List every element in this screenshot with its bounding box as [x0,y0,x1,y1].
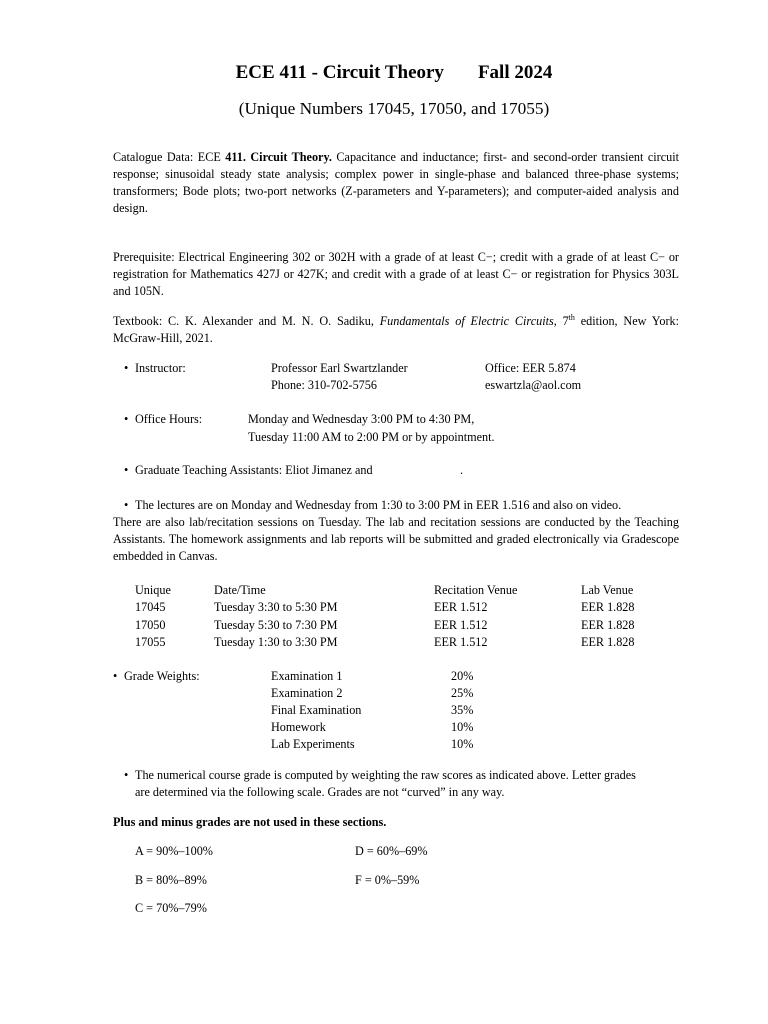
grade-item-weight: 25% [451,686,474,700]
prerequisite-paragraph: Prerequisite: Electrical Engineering 302 or 302H with a grade of at least C−; credit with a grade of at least C− or registration for Mathematics 427J or 427K; and credit with a grade of at least C− or registration for Physics 303L and 105N. [113,250,679,298]
grade-item-name: Examination 1 [271,669,343,683]
catalogue-lead: Catalogue Data: ECE [113,150,226,164]
office-hours-label: Office Hours: [135,412,203,426]
session-recitation-venue: EER 1.512 [434,635,488,649]
instructor-email: eswartzla@aol.com [485,378,582,392]
grade-scale-d: D = 60%–69% [355,844,428,858]
lab-recitation-paragraph: There are also lab/recitation sessions on Tuesday. The lab and recitation sessions are conducted by the Teaching Assistants. The homework assignments and lab reports will be submitted and graded electronically via Gradescope embedded in Canvas. [113,515,679,563]
session-datetime: Tuesday 3:30 to 5:30 PM [214,600,338,614]
catalogue-course: 411. Circuit Theory. [225,150,332,164]
grade-item-weight: 35% [451,703,474,717]
instructor-block [0,360,768,396]
grade-scale-a: A = 90%–100% [135,844,213,858]
bullet: • [124,768,129,782]
instructor-office: Office: EER 5.874 [485,361,576,375]
catalogue-text: Capacitance and inductance; first- and second-order transient circuit response; sinusoidal steady state analysis; complex power in single-phase and balanced three-phase systems; transformers; Bode plots; two-port networks (Z-parameters and Y-parameters); and computer-aided analysis and design. [113,150,680,215]
session-lab-venue: EER 1.828 [581,635,635,649]
course-title [0,61,768,85]
grade-scale-b: B = 80%–89% [135,873,207,887]
lectures-line [0,497,768,515]
textbook-title: Fundamentals of Electric Circuits, [379,314,557,328]
bullet: • [124,412,129,426]
table-row [0,599,768,617]
bullet: • [124,361,129,375]
session-unique: 17050 [135,618,166,632]
office-hours-line2: Tuesday 11:00 AM to 2:00 PM or by appointment. [248,430,495,444]
instructor-phone: Phone: 310-702-5756 [271,378,377,392]
grade-item-name: Homework [271,720,326,734]
bullet: • [124,498,129,512]
session-datetime: Tuesday 1:30 to 3:30 PM [214,635,338,649]
grade-scale-f: F = 0%–59% [355,873,420,887]
instructor-label: Instructor: [135,361,186,375]
office-hours-line1: Monday and Wednesday 3:00 PM to 4:30 PM, [248,412,475,426]
textbook-rest: edition, New York: McGraw-Hill, 2021. [113,314,679,345]
catalogue-paragraph [113,149,679,217]
plus-minus-note: Plus and minus grades are not used in these sections. [113,815,387,829]
bullet: • [124,463,129,477]
bullet: • [113,669,118,683]
grade-item-weight: 10% [451,720,474,734]
grade-item-weight: 20% [451,669,474,683]
grade-weights-label: Grade Weights: [124,669,200,683]
table-row [0,617,768,635]
table-row [0,634,768,652]
session-lab-venue: EER 1.828 [581,618,635,632]
sessions-header: Recitation Venue [434,583,518,597]
session-lab-venue: EER 1.828 [581,600,635,614]
session-recitation-venue: EER 1.512 [434,600,488,614]
grade-item-weight: 10% [451,737,474,751]
grade-item-name: Final Examination [271,703,362,717]
lectures-text: The lectures are on Monday and Wednesday from 1:30 to 3:00 PM in EER 1.516 and also on video. [135,498,622,512]
numerical-grade-line2: are determined via the following scale. Grades are not “curved” in any way. [135,785,505,799]
sessions-header-row [0,582,768,600]
textbook-edition-suffix: th [568,312,575,322]
sessions-header: Date/Time [214,583,266,597]
teaching-assistants-end: . [460,463,464,477]
session-unique: 17055 [135,635,166,649]
instructor-name: Professor Earl Swartzlander [271,361,408,375]
textbook-paragraph [113,313,679,347]
numerical-grade-block [0,767,768,803]
unique-numbers-subtitle: (Unique Numbers 17045, 17050, and 17055) [238,99,550,118]
sessions-header: Unique [135,583,171,597]
grade-weights-block [0,668,768,756]
grade-scale-c: C = 70%–79% [135,901,207,915]
sessions-header: Lab Venue [581,583,634,597]
office-hours-block [0,411,768,447]
textbook-edition: 7 [556,314,569,328]
session-recitation-venue: EER 1.512 [434,618,488,632]
grade-scale [0,843,768,923]
teaching-assistants-text: Graduate Teaching Assistants: Eliot Jimanez and [135,463,373,477]
grade-item-name: Lab Experiments [271,737,355,751]
teaching-assistants-block [0,462,768,480]
session-unique: 17045 [135,600,166,614]
course-term: Fall 2024 [477,62,553,83]
textbook-lead: Textbook: C. K. Alexander and M. N. O. Sadiku, [113,314,380,328]
sessions-table [0,582,768,654]
numerical-grade-line1: The numerical course grade is computed by weighting the raw scores as indicated above. Letter grades [135,768,636,782]
course-name: ECE 411 - Circuit Theory [235,62,444,83]
session-datetime: Tuesday 5:30 to 7:30 PM [214,618,338,632]
grade-item-name: Examination 2 [271,686,343,700]
